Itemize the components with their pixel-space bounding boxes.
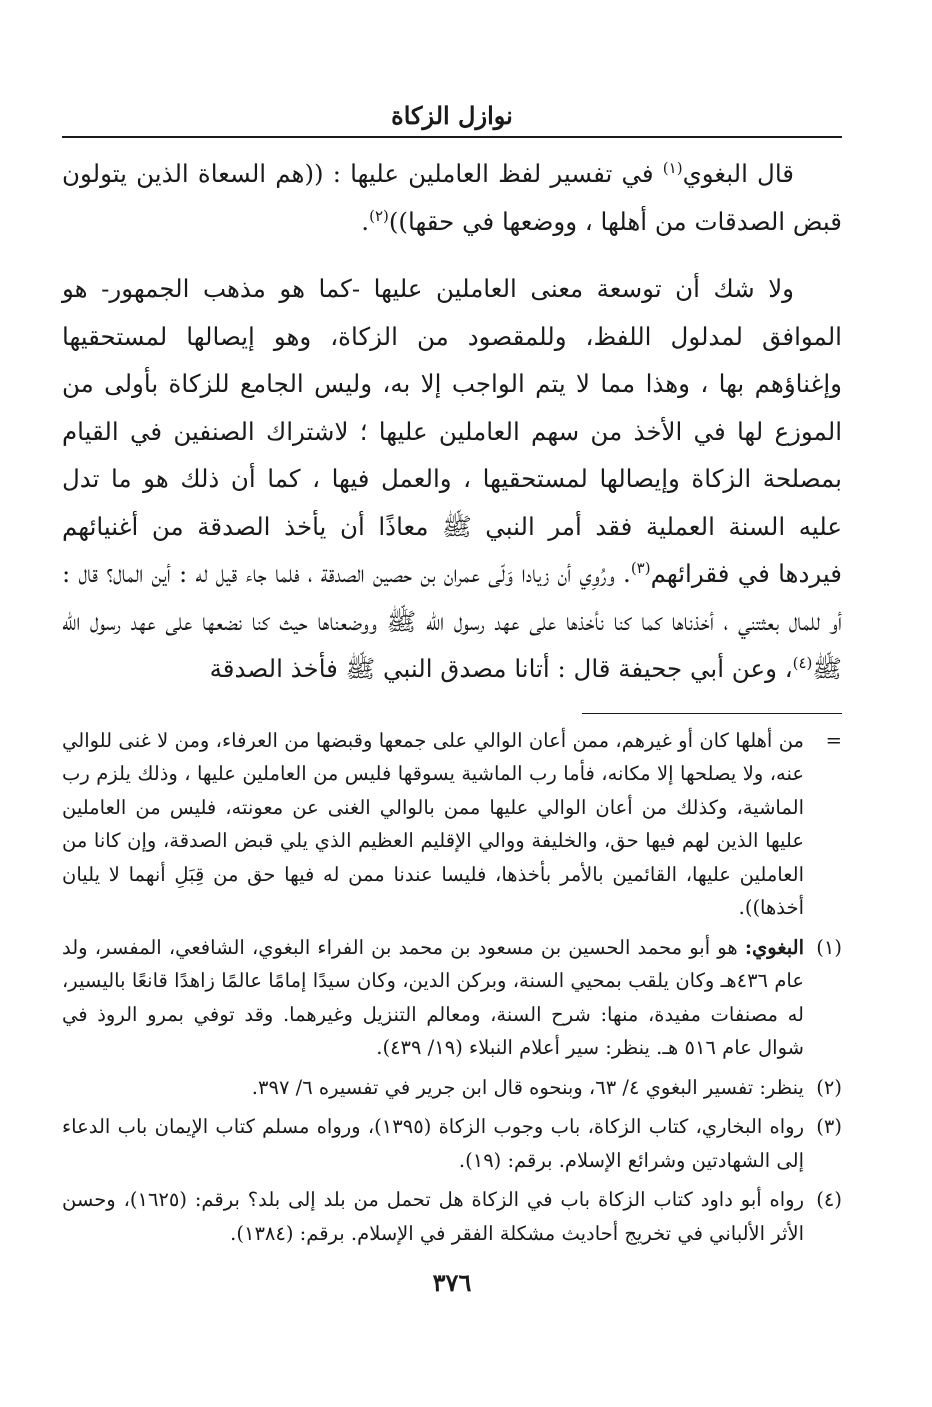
footnote-3-number: (٣): [816, 1115, 842, 1138]
paragraph-1-text-b: في تفسير لفظ العاملين عليها : ((هم السعاة الذين يتولون قبض الصدقات من أهلها ، ووضعها في حقها)): [62, 159, 842, 236]
footnote-4-number: (٤): [816, 1188, 842, 1211]
footnote-1: [62, 931, 842, 1065]
paragraph-1-text-c: .: [361, 206, 370, 236]
footnote-2-text: ينظر: تفسير البغوي ٤/ ٦٣، وبنحوه قال ابن جرير في تفسيره ٦/ ٣٩٧.: [251, 1075, 804, 1099]
book-page: [62, 98, 842, 1297]
paragraph-1-text-a: قال البغوي: [682, 159, 794, 188]
footnote-continued: [62, 724, 842, 925]
footnote-3: [62, 1110, 842, 1177]
footnote-4: [62, 1183, 842, 1250]
footnote-1-text: هو أبو محمد الحسين بن مسعود بن محمد بن الفراء البغوي، الشافعي، المفسر، ولد عام ٤٣٦هـ وكان يلقب بمحيي السنة، وبركن الدين، وكان سيدًا إمامًا عالمًا زاهدًا قانعًا باليسير، له مصنفات مفيدة، منها: شرح السنة، ومعالم التنزيل وغيرهما. وقد توفي بمرو الروذ في شوال عام ٥١٦ هـ. ينظر: سير أعلام النبلاء (١٩/ ٤٣٩).: [62, 935, 804, 1059]
running-header-title: نوازل الزكاة: [391, 101, 513, 130]
paragraph-2-text-b: . ورُوِي أن زيادا وَلّى عمران بن حصين الصدقة ، فلما جاء قيل له : أين المال؟ قال : أو للمال بعثتني ، أخذناها كما كنا نأخذها على عهد رسول الله ﷺ ووضعناها حيث كنا نضعها على عهد رسول الله ﷺ: [62, 559, 842, 683]
paragraph-2-text-a: ولا شك أن توسعة معنى العاملين عليها -كما هو مذهب الجمهور- هو الموافق لمدلول اللفظ، وللمقصود من الزكاة، وهو إيصالها لمستحقيها وإغناؤهم بها ، وهذا مما لا يتم الواجب إلا به، وليس الجامع للزكاة بأولى من الموزع لها في الأخذ من سهم العاملين عليها ؛ لاشتراك الصنفين في القيام بمصلحة الزكاة وإيصالها لمستحقيها ، والعمل فيها ، كما أن ذلك هو ما تدل عليه السنة العملية فقد أمر النبي ﷺ معاذًا أن يأخذ الصدقة من أغنيائهم فيردها في فقرائهم: [62, 274, 842, 588]
footnote-ref-2: (٢): [369, 206, 389, 225]
footnote-2: [62, 1071, 842, 1105]
page-number: ٣٧٦: [432, 1268, 472, 1297]
footnote-continued-text: من أهلها كان أو غيرهم، ممن أعان الوالي على جمعها وقبضها من العرفاء، ومن لا غنى للوالي عنه، ولا يصلحها إلا مكانه، فأما رب الماشية يسوقها فليس من العاملين عليها ، وذلك يلزم رب الماشية، وكذلك من أعان الوالي عليها ممن بالوالي الغنى عن معونته، فليس من العاملين عليها الذين لهم فيها حق، والخليفة ووالي الإقليم العظيم الذي يلي قبض الصدقة، وإن كانا من العاملين عليها، القائمين بالأمر بأخذها، فليسا عندنا ممن له فيها حق من قِبَلِ أنهما لا يليان أخذها)).: [62, 728, 804, 919]
footnote-2-number: (٢): [816, 1075, 842, 1099]
footnotes: [62, 724, 842, 1251]
footnote-3-text: رواه البخاري، كتاب الزكاة، باب وجوب الزكاة (١٣٩٥)، ورواه مسلم كتاب الإيمان باب الدعاء إلى الشهادتين وشرائع الإسلام. برقم: (١٩).: [62, 1115, 805, 1172]
paragraph-1: [62, 150, 842, 245]
footnote-4-text: رواه أبو داود كتاب الزكاة باب في الزكاة هل تحمل من بلد إلى بلد؟ برقم: (١٦٢٥)، وحسن الأثر الألباني في تخريج أحاديث مشكلة الفقر في الإسلام. برقم: (١٣٨٤).: [62, 1188, 805, 1245]
footnote-1-name: البغوي:: [744, 935, 804, 959]
footnote-ref-1: (١): [662, 158, 683, 177]
header-divider: [62, 136, 842, 138]
continuation-marker: =: [825, 728, 842, 752]
footnote-ref-4: (٤): [792, 653, 813, 672]
footnote-1-number: (١): [816, 935, 842, 959]
paragraph-2-text-c: ، وعن أبي جحيفة قال : أتانا مصدق النبي ﷺ فأخذ الصدقة: [209, 654, 793, 683]
paragraph-2: [62, 265, 842, 693]
footnote-ref-3: (٣): [630, 558, 651, 577]
footnote-divider: [582, 713, 842, 714]
main-text: [62, 150, 842, 693]
